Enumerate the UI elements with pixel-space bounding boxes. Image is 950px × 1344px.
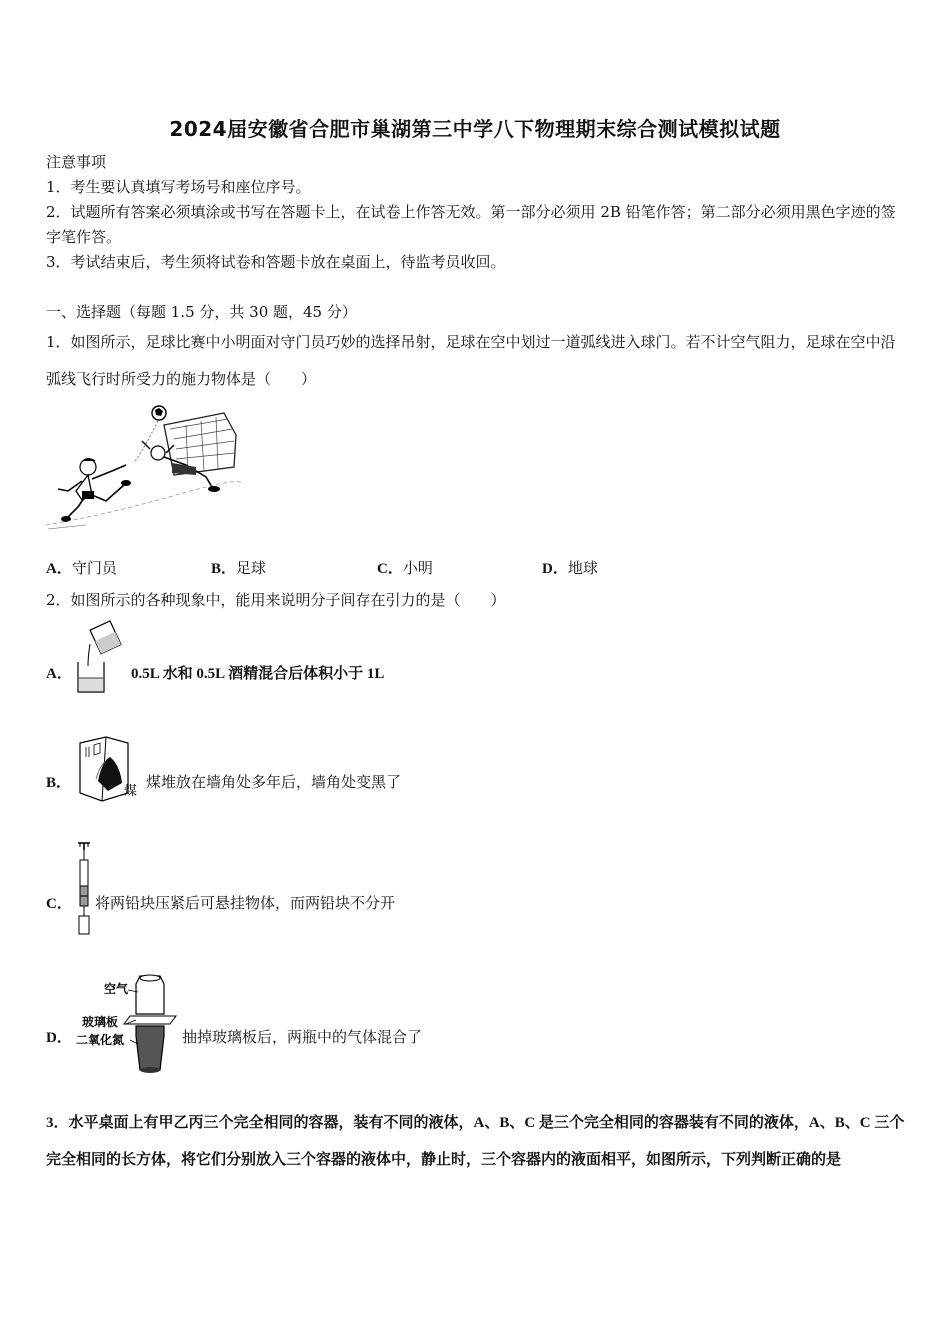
option-label: D． [542,561,568,577]
soccer-figure [46,405,241,530]
air-label: 空气 [104,982,129,996]
notice-item: 3．考试结束后，考生须将试卷和答题卡放在桌面上，待监考员收回。 [46,253,506,271]
beaker-pour-figure [76,622,128,694]
q2-option-d-text: 抽掉玻璃板后，两瓶中的气体混合了 [182,1028,423,1046]
option-label: A． [46,561,72,577]
option-label: C． [377,561,403,577]
question-2-stem: 2．如图所示的各种现象中，能用来说明分子间存在引力的是（ ） [46,591,506,609]
q2-option-c-label[interactable]: C． [46,896,72,912]
page-title: 2024届安徽省合肥市巢湖第三中学八下物理期末综合测试模拟试题 [169,117,781,141]
q2-option-b-text: 煤堆放在墙角处多年后，墙角处变黑了 [146,773,402,791]
q1-option-b[interactable] [211,557,266,578]
option-text: 小明 [402,559,433,577]
lead-blocks-figure [74,840,96,938]
notice-item: 2．试题所有答案必须填涂或书写在答题卡上，在试卷上作答无效。第一部分必须用 2B 铅笔作答；第二部分必须用黑色字迹的签字笔作答。 [46,203,896,246]
glass-plate-label: 玻璃板 [82,1015,119,1029]
option-text: 足球 [236,559,267,577]
question-3-stem: 3．水平桌面上有甲乙丙三个完全相同的容器，装有不同的液体，A、B、C 是三个完全相同的容器装有不同的液体，A、B、C 三个完全相同的长方体，将它们分别放入三个容器的液体中，静止时，三个容器内的液面相平，如图所示，下列判断正确的是 [46,1115,905,1168]
gas-bottles-figure [76,974,180,1074]
coal-wall-figure [76,735,142,803]
q1-option-a[interactable] [46,557,117,578]
option-label: B． [211,561,237,577]
section-heading: 一、选择题（每题 1.5 分，共 30 题，45 分） [46,303,357,321]
coal-label: 煤 [124,784,138,799]
q2-option-a-text: 0.5L 水和 0.5L 酒精混合后体积小于 1L [131,666,385,682]
option-text: 地球 [567,559,598,577]
no2-label: 二氧化氮 [76,1033,125,1047]
q2-option-a-label[interactable]: A． [46,666,72,682]
question-1-stem: 1．如图所示，足球比赛中小明面对守门员巧妙的选择吊射，足球在空中划过一道弧线进入球门。若不计空气阻力，足球在空中沿弧线飞行时所受力的施力物体是（ ） [46,333,896,388]
notice-heading: 注意事项 [46,153,107,171]
notice-item: 1．考生要认真填写考场号和座位序号。 [46,178,311,196]
option-text: 守门员 [71,559,117,577]
q2-option-b-label[interactable]: B． [46,775,72,791]
q2-option-d-label[interactable]: D． [46,1030,72,1046]
q1-option-d[interactable] [542,557,598,578]
q1-option-c[interactable] [377,557,433,578]
q2-option-c-text: 将两铅块压紧后可悬挂物体，而两铅块不分开 [95,894,396,912]
